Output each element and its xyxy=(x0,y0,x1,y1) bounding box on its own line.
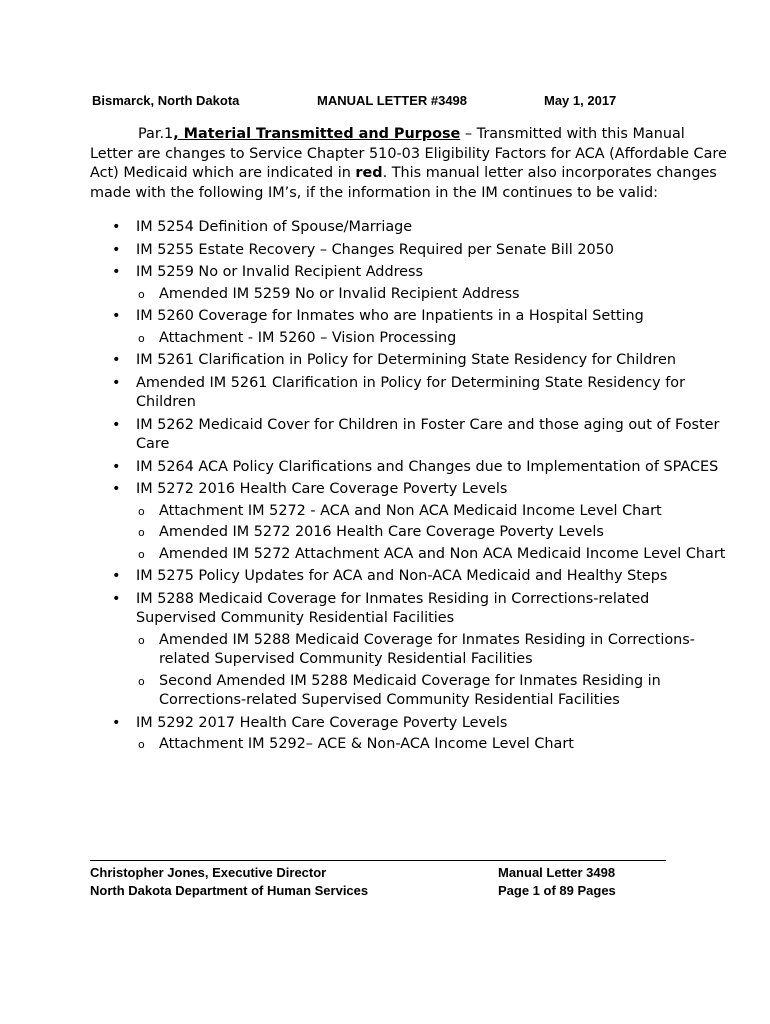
intro-text: – Transmitted with this Manual Letter are changes to Service Chapter 510-03 Eligibility Factors for ACA (Affordable Care Act) Medicaid which are indicated in xyxy=(90,126,727,181)
header-manual-letter: MANUAL LETTER #3498 xyxy=(317,93,468,108)
list-item-text: IM 5262 Medicaid Cover for Children in Foster Care and those aging out of Foster Care xyxy=(136,416,720,452)
list-item xyxy=(90,374,730,413)
list-item-text: IM 5272 2016 Health Care Coverage Poverty Levels xyxy=(136,481,508,497)
footer-department: North Dakota Department of Human Services xyxy=(90,883,369,898)
list-item-text: IM 5259 No or Invalid Recipient Address xyxy=(136,264,424,280)
section-heading: , Material Transmitted and Purpose xyxy=(173,126,461,142)
sub-list xyxy=(136,502,730,565)
list-item-text: IM 5275 Policy Updates for ACA and Non-ACA Medicaid and Healthy Steps xyxy=(136,568,668,584)
list-item-text: IM 5292 2017 Health Care Coverage Poverty Levels xyxy=(136,714,508,731)
list-item-text: IM 5254 Definition of Spouse/Marriage xyxy=(136,219,413,235)
list-item xyxy=(90,241,730,261)
list-item xyxy=(90,590,730,711)
sub-list-item: o Attachment IM 5272 - ACA and Non ACA Medicaid Income Level Chart xyxy=(136,502,730,522)
header-location: Bismarck, North Dakota xyxy=(92,93,240,108)
footer-signatory: Christopher Jones, Executive Director xyxy=(90,865,327,880)
sub-list xyxy=(136,735,730,755)
footer-page-count: Page 1 of 89 Pages xyxy=(498,883,616,898)
list-item xyxy=(90,458,730,478)
footer-divider xyxy=(90,860,666,861)
sub-list-item: o Amended IM 5272 Attachment ACA and Non ACA Medicaid Income Level Chart xyxy=(136,545,730,565)
list-item-text: IM 5255 Estate Recovery – Changes Required per Senate Bill 2050 xyxy=(136,241,614,258)
list-item xyxy=(90,263,730,304)
list-item-text: IM 5260 Coverage for Inmates who are Inpatients in a Hospital Setting xyxy=(136,308,644,324)
sub-list-item: o Amended IM 5288 Medicaid Coverage for Inmates Residing in Corrections-related Supervised Community Residential Facilities xyxy=(136,631,730,670)
sub-list xyxy=(136,285,730,305)
list-item-text: IM 5288 Medicaid Coverage for Inmates Residing in Corrections-related Supervised Community Residential Facilities xyxy=(136,590,650,626)
intro-paragraph xyxy=(90,125,730,203)
im-list xyxy=(90,218,730,755)
sub-list-item: o Amended IM 5272 2016 Health Care Coverage Poverty Levels xyxy=(136,523,730,543)
list-item xyxy=(90,351,730,371)
list-item xyxy=(90,567,730,587)
list-item-text: Amended IM 5261 Clarification in Policy for Determining State Residency for Children xyxy=(136,374,686,410)
document-body xyxy=(90,125,730,758)
document-header xyxy=(92,93,622,109)
sub-list-item: o Attachment - IM 5260 – Vision Processing xyxy=(136,329,730,349)
sub-list xyxy=(136,329,730,349)
sub-list-item: o Attachment IM 5292– ACE & Non-ACA Income Level Chart xyxy=(136,735,730,755)
intro-text-continued: . This manual letter also incorporates changes made with the following IM’s, if the information in the IM continues to be valid: xyxy=(90,165,717,201)
list-item-text: IM 5264 ACA Policy Clarifications and Changes due to Implementation of SPACES xyxy=(136,458,719,475)
sub-list xyxy=(136,631,730,711)
list-item-text: IM 5261 Clarification in Policy for Determining State Residency for Children xyxy=(136,352,676,368)
header-date: May 1, 2017 xyxy=(544,93,617,108)
red-keyword: red xyxy=(355,165,383,181)
footer-manual-letter: Manual Letter 3498 xyxy=(498,865,616,880)
sub-list-item: o Amended IM 5259 No or Invalid Recipient Address xyxy=(136,285,730,305)
list-item xyxy=(90,480,730,564)
list-item xyxy=(90,307,730,348)
list-item xyxy=(90,218,730,238)
list-item xyxy=(90,714,730,755)
par-number: Par.1 xyxy=(138,126,174,142)
sub-list-item: o Second Amended IM 5288 Medicaid Coverage for Inmates Residing in Corrections-related Supervised Community Residential Facilities xyxy=(136,672,730,711)
list-item xyxy=(90,416,730,455)
